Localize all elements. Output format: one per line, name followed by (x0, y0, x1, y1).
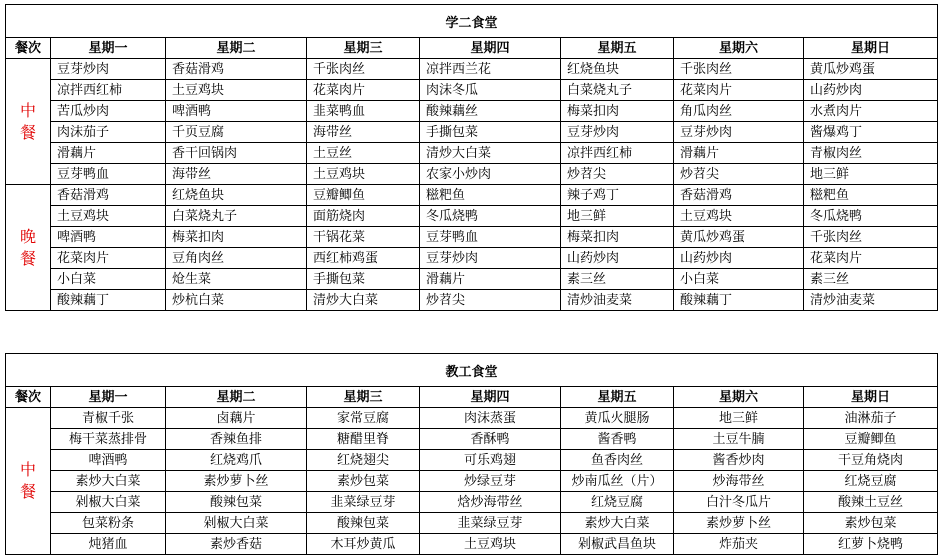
dish-cell: 清炒油麦菜 (804, 290, 938, 311)
dish-cell: 滑藕片 (420, 269, 561, 290)
col-header: 星期四 (420, 38, 561, 59)
dish-cell: 地三鲜 (674, 408, 804, 429)
dish-cell: 水煮肉片 (804, 101, 938, 122)
dish-cell: 土豆鸡块 (420, 534, 561, 555)
dish-cell: 红烧鱼块 (166, 185, 307, 206)
dish-cell: 青椒肉丝 (804, 143, 938, 164)
dish-cell: 冬瓜烧鸭 (804, 206, 938, 227)
dish-cell: 素炒香菇 (166, 534, 307, 555)
dish-cell: 香菇滑鸡 (674, 185, 804, 206)
dish-cell: 素炒包菜 (804, 513, 938, 534)
dish-cell: 山药炒肉 (561, 248, 674, 269)
dish-cell: 土豆丝 (307, 143, 420, 164)
meal-label-char: 餐 (19, 482, 36, 501)
col-header: 星期二 (166, 387, 307, 408)
col-header: 餐次 (6, 38, 51, 59)
menu-row (6, 59, 938, 80)
dish-cell: 海带丝 (307, 122, 420, 143)
dish-cell: 香干回锅肉 (166, 143, 307, 164)
dish-cell: 豆芽炒肉 (674, 122, 804, 143)
dish-cell: 白菜烧丸子 (166, 206, 307, 227)
menu-row (6, 513, 938, 534)
dish-cell: 凉拌西红柿 (561, 143, 674, 164)
menu-row (6, 143, 938, 164)
dish-cell: 鱼香肉丝 (561, 450, 674, 471)
staff-lunch-rows (6, 408, 938, 555)
dish-cell: 酸辣土豆丝 (804, 492, 938, 513)
dish-cell: 素三丝 (804, 269, 938, 290)
dish-cell: 酸辣藕丁 (674, 290, 804, 311)
dish-cell: 地三鲜 (804, 164, 938, 185)
staff-menu-table (5, 353, 938, 555)
dish-cell: 花菜肉片 (307, 80, 420, 101)
dish-cell: 酱爆鸡丁 (804, 122, 938, 143)
dish-cell: 素炒包菜 (307, 471, 420, 492)
dish-cell: 手撕包菜 (420, 122, 561, 143)
dish-cell: 土豆鸡块 (166, 80, 307, 101)
dish-cell: 炸茄夹 (674, 534, 804, 555)
dish-cell: 小白菜 (674, 269, 804, 290)
dish-cell: 梅干菜蒸排骨 (51, 429, 166, 450)
dish-cell: 韭菜绿豆芽 (307, 492, 420, 513)
dish-cell: 啤酒鸭 (51, 227, 166, 248)
col-header: 星期六 (674, 38, 804, 59)
dish-cell: 山药炒肉 (674, 248, 804, 269)
canteen2-header-row (6, 38, 938, 59)
canteen2-dinner-rows (6, 185, 938, 311)
menu-row (6, 227, 938, 248)
dish-cell: 黄瓜炒鸡蛋 (804, 59, 938, 80)
dish-cell: 豆瓣鲫鱼 (307, 185, 420, 206)
dish-cell: 千页豆腐 (166, 122, 307, 143)
dish-cell: 啤酒鸭 (166, 101, 307, 122)
canteen2-lunch-rows (6, 59, 938, 185)
dish-cell: 焓炒海带丝 (420, 492, 561, 513)
dish-cell: 土豆鸡块 (674, 206, 804, 227)
dish-cell: 酱香炒肉 (674, 450, 804, 471)
dish-cell: 豆芽炒肉 (420, 248, 561, 269)
dish-cell: 炒海带丝 (674, 471, 804, 492)
dish-cell: 千张肉丝 (804, 227, 938, 248)
meal-label (6, 59, 51, 185)
dish-cell: 土豆牛腩 (674, 429, 804, 450)
dish-cell: 香菇滑鸡 (51, 185, 166, 206)
dish-cell: 苦瓜炒肉 (51, 101, 166, 122)
dish-cell: 滑藕片 (51, 143, 166, 164)
dish-cell: 面筋烧肉 (307, 206, 420, 227)
dish-cell: 酸辣藕丝 (420, 101, 561, 122)
dish-cell: 黄瓜炒鸡蛋 (674, 227, 804, 248)
dish-cell: 油淋茄子 (804, 408, 938, 429)
dish-cell: 土豆鸡块 (307, 164, 420, 185)
dish-cell: 黄瓜火腿肠 (561, 408, 674, 429)
dish-cell: 辣子鸡丁 (561, 185, 674, 206)
dish-cell: 肉沫冬瓜 (420, 80, 561, 101)
dish-cell: 素炒大白菜 (51, 471, 166, 492)
meal-label-char: 中 (19, 460, 36, 479)
dish-cell: 滑藕片 (674, 143, 804, 164)
dish-cell: 清炒大白菜 (307, 290, 420, 311)
dish-cell: 豆芽鸭血 (51, 164, 166, 185)
meal-label-char: 中 (19, 100, 36, 120)
canteen2-title: 学二食堂 (6, 5, 938, 38)
dish-cell: 红烧翅尖 (307, 450, 420, 471)
dish-cell: 香辣鱼排 (166, 429, 307, 450)
menu-row (6, 101, 938, 122)
dish-cell: 小白菜 (51, 269, 166, 290)
staff-title: 教工食堂 (6, 354, 938, 387)
col-header: 星期五 (561, 38, 674, 59)
meal-label-char: 晚 (19, 226, 36, 246)
dish-cell: 花菜肉片 (51, 248, 166, 269)
dish-cell: 海带丝 (166, 164, 307, 185)
dish-cell: 红烧豆腐 (561, 492, 674, 513)
staff-header-row (6, 387, 938, 408)
dish-cell: 豆芽鸭血 (420, 227, 561, 248)
dish-cell: 豆角肉丝 (166, 248, 307, 269)
dish-cell: 干锅花菜 (307, 227, 420, 248)
dish-cell: 糖醋里脊 (307, 429, 420, 450)
dish-cell: 豆芽炒肉 (51, 59, 166, 80)
dish-cell: 手撕包菜 (307, 269, 420, 290)
dish-cell: 酸辣包菜 (307, 513, 420, 534)
dish-cell: 素炒萝卜丝 (166, 471, 307, 492)
dish-cell: 白汁冬瓜片 (674, 492, 804, 513)
meal-label (6, 185, 51, 311)
col-header: 星期日 (804, 387, 938, 408)
dish-cell: 炒绿豆芽 (420, 471, 561, 492)
dish-cell: 红烧鱼块 (561, 59, 674, 80)
dish-cell: 千张肉丝 (307, 59, 420, 80)
dish-cell: 肉沫蒸蛋 (420, 408, 561, 429)
col-header: 星期五 (561, 387, 674, 408)
dish-cell: 花菜肉片 (674, 80, 804, 101)
menu-row (6, 164, 938, 185)
dish-cell: 酱香鸭 (561, 429, 674, 450)
dish-cell: 凉拌西兰花 (420, 59, 561, 80)
dish-cell: 青椒千张 (51, 408, 166, 429)
col-header: 星期一 (51, 387, 166, 408)
dish-cell: 肉沫茄子 (51, 122, 166, 143)
dish-cell: 红烧鸡爪 (166, 450, 307, 471)
col-header: 餐次 (6, 387, 51, 408)
dish-cell: 香酥鸭 (420, 429, 561, 450)
menu-row (6, 269, 938, 290)
dish-cell: 梅菜扣肉 (166, 227, 307, 248)
menu-row (6, 450, 938, 471)
menu-row (6, 80, 938, 101)
dish-cell: 炒南瓜丝（片） (561, 471, 674, 492)
dish-cell: 干豆角烧肉 (804, 450, 938, 471)
dish-cell: 剁椒大白菜 (166, 513, 307, 534)
dish-cell: 剁椒大白菜 (51, 492, 166, 513)
dish-cell: 豆芽炒肉 (561, 122, 674, 143)
dish-cell: 农家小炒肉 (420, 164, 561, 185)
menu-row (6, 248, 938, 269)
col-header: 星期一 (51, 38, 166, 59)
dish-cell: 可乐鸡翅 (420, 450, 561, 471)
col-header: 星期六 (674, 387, 804, 408)
dish-cell: 凉拌西红柿 (51, 80, 166, 101)
dish-cell: 花菜肉片 (804, 248, 938, 269)
dish-cell: 韭菜绿豆芽 (420, 513, 561, 534)
dish-cell: 西红柿鸡蛋 (307, 248, 420, 269)
dish-cell: 白菜烧丸子 (561, 80, 674, 101)
dish-cell: 清炒大白菜 (420, 143, 561, 164)
dish-cell: 红烧豆腐 (804, 471, 938, 492)
col-header: 星期三 (307, 38, 420, 59)
dish-cell: 炒苕尖 (561, 164, 674, 185)
dish-cell: 糍粑鱼 (420, 185, 561, 206)
dish-cell: 炒苕尖 (674, 164, 804, 185)
col-header: 星期二 (166, 38, 307, 59)
menu-row (6, 185, 938, 206)
dish-cell: 炒苕尖 (420, 290, 561, 311)
menu-row (6, 408, 938, 429)
dish-cell: 红萝卜烧鸭 (804, 534, 938, 555)
dish-cell: 糍粑鱼 (804, 185, 938, 206)
meal-label (6, 408, 51, 555)
meal-label-char: 餐 (19, 122, 36, 142)
menu-row (6, 122, 938, 143)
dish-cell: 素炒大白菜 (561, 513, 674, 534)
dish-cell: 角瓜肉丝 (674, 101, 804, 122)
col-header: 星期四 (420, 387, 561, 408)
dish-cell: 炝生菜 (166, 269, 307, 290)
dish-cell: 素炒萝卜丝 (674, 513, 804, 534)
dish-cell: 木耳炒黄瓜 (307, 534, 420, 555)
dish-cell: 豆瓣鲫鱼 (804, 429, 938, 450)
col-header: 星期三 (307, 387, 420, 408)
dish-cell: 炒杭白菜 (166, 290, 307, 311)
dish-cell: 香菇滑鸡 (166, 59, 307, 80)
dish-cell: 土豆鸡块 (51, 206, 166, 227)
dish-cell: 包菜粉条 (51, 513, 166, 534)
dish-cell: 啤酒鸭 (51, 450, 166, 471)
dish-cell: 冬瓜烧鸭 (420, 206, 561, 227)
menu-row (6, 429, 938, 450)
dish-cell: 家常豆腐 (307, 408, 420, 429)
dish-cell: 卤藕片 (166, 408, 307, 429)
dish-cell: 酸辣藕丁 (51, 290, 166, 311)
dish-cell: 地三鲜 (561, 206, 674, 227)
menu-row (6, 534, 938, 555)
canteen2-menu-table (5, 4, 938, 311)
menu-row (6, 492, 938, 513)
dish-cell: 素三丝 (561, 269, 674, 290)
menu-row (6, 471, 938, 492)
dish-cell: 韭菜鸭血 (307, 101, 420, 122)
menu-row (6, 290, 938, 311)
meal-label-char: 餐 (19, 248, 36, 268)
dish-cell: 炖猪血 (51, 534, 166, 555)
menu-row (6, 206, 938, 227)
dish-cell: 清炒油麦菜 (561, 290, 674, 311)
dish-cell: 梅菜扣肉 (561, 227, 674, 248)
dish-cell: 千张肉丝 (674, 59, 804, 80)
dish-cell: 山药炒肉 (804, 80, 938, 101)
dish-cell: 酸辣包菜 (166, 492, 307, 513)
dish-cell: 剁椒武昌鱼块 (561, 534, 674, 555)
col-header: 星期日 (804, 38, 938, 59)
dish-cell: 梅菜扣肉 (561, 101, 674, 122)
